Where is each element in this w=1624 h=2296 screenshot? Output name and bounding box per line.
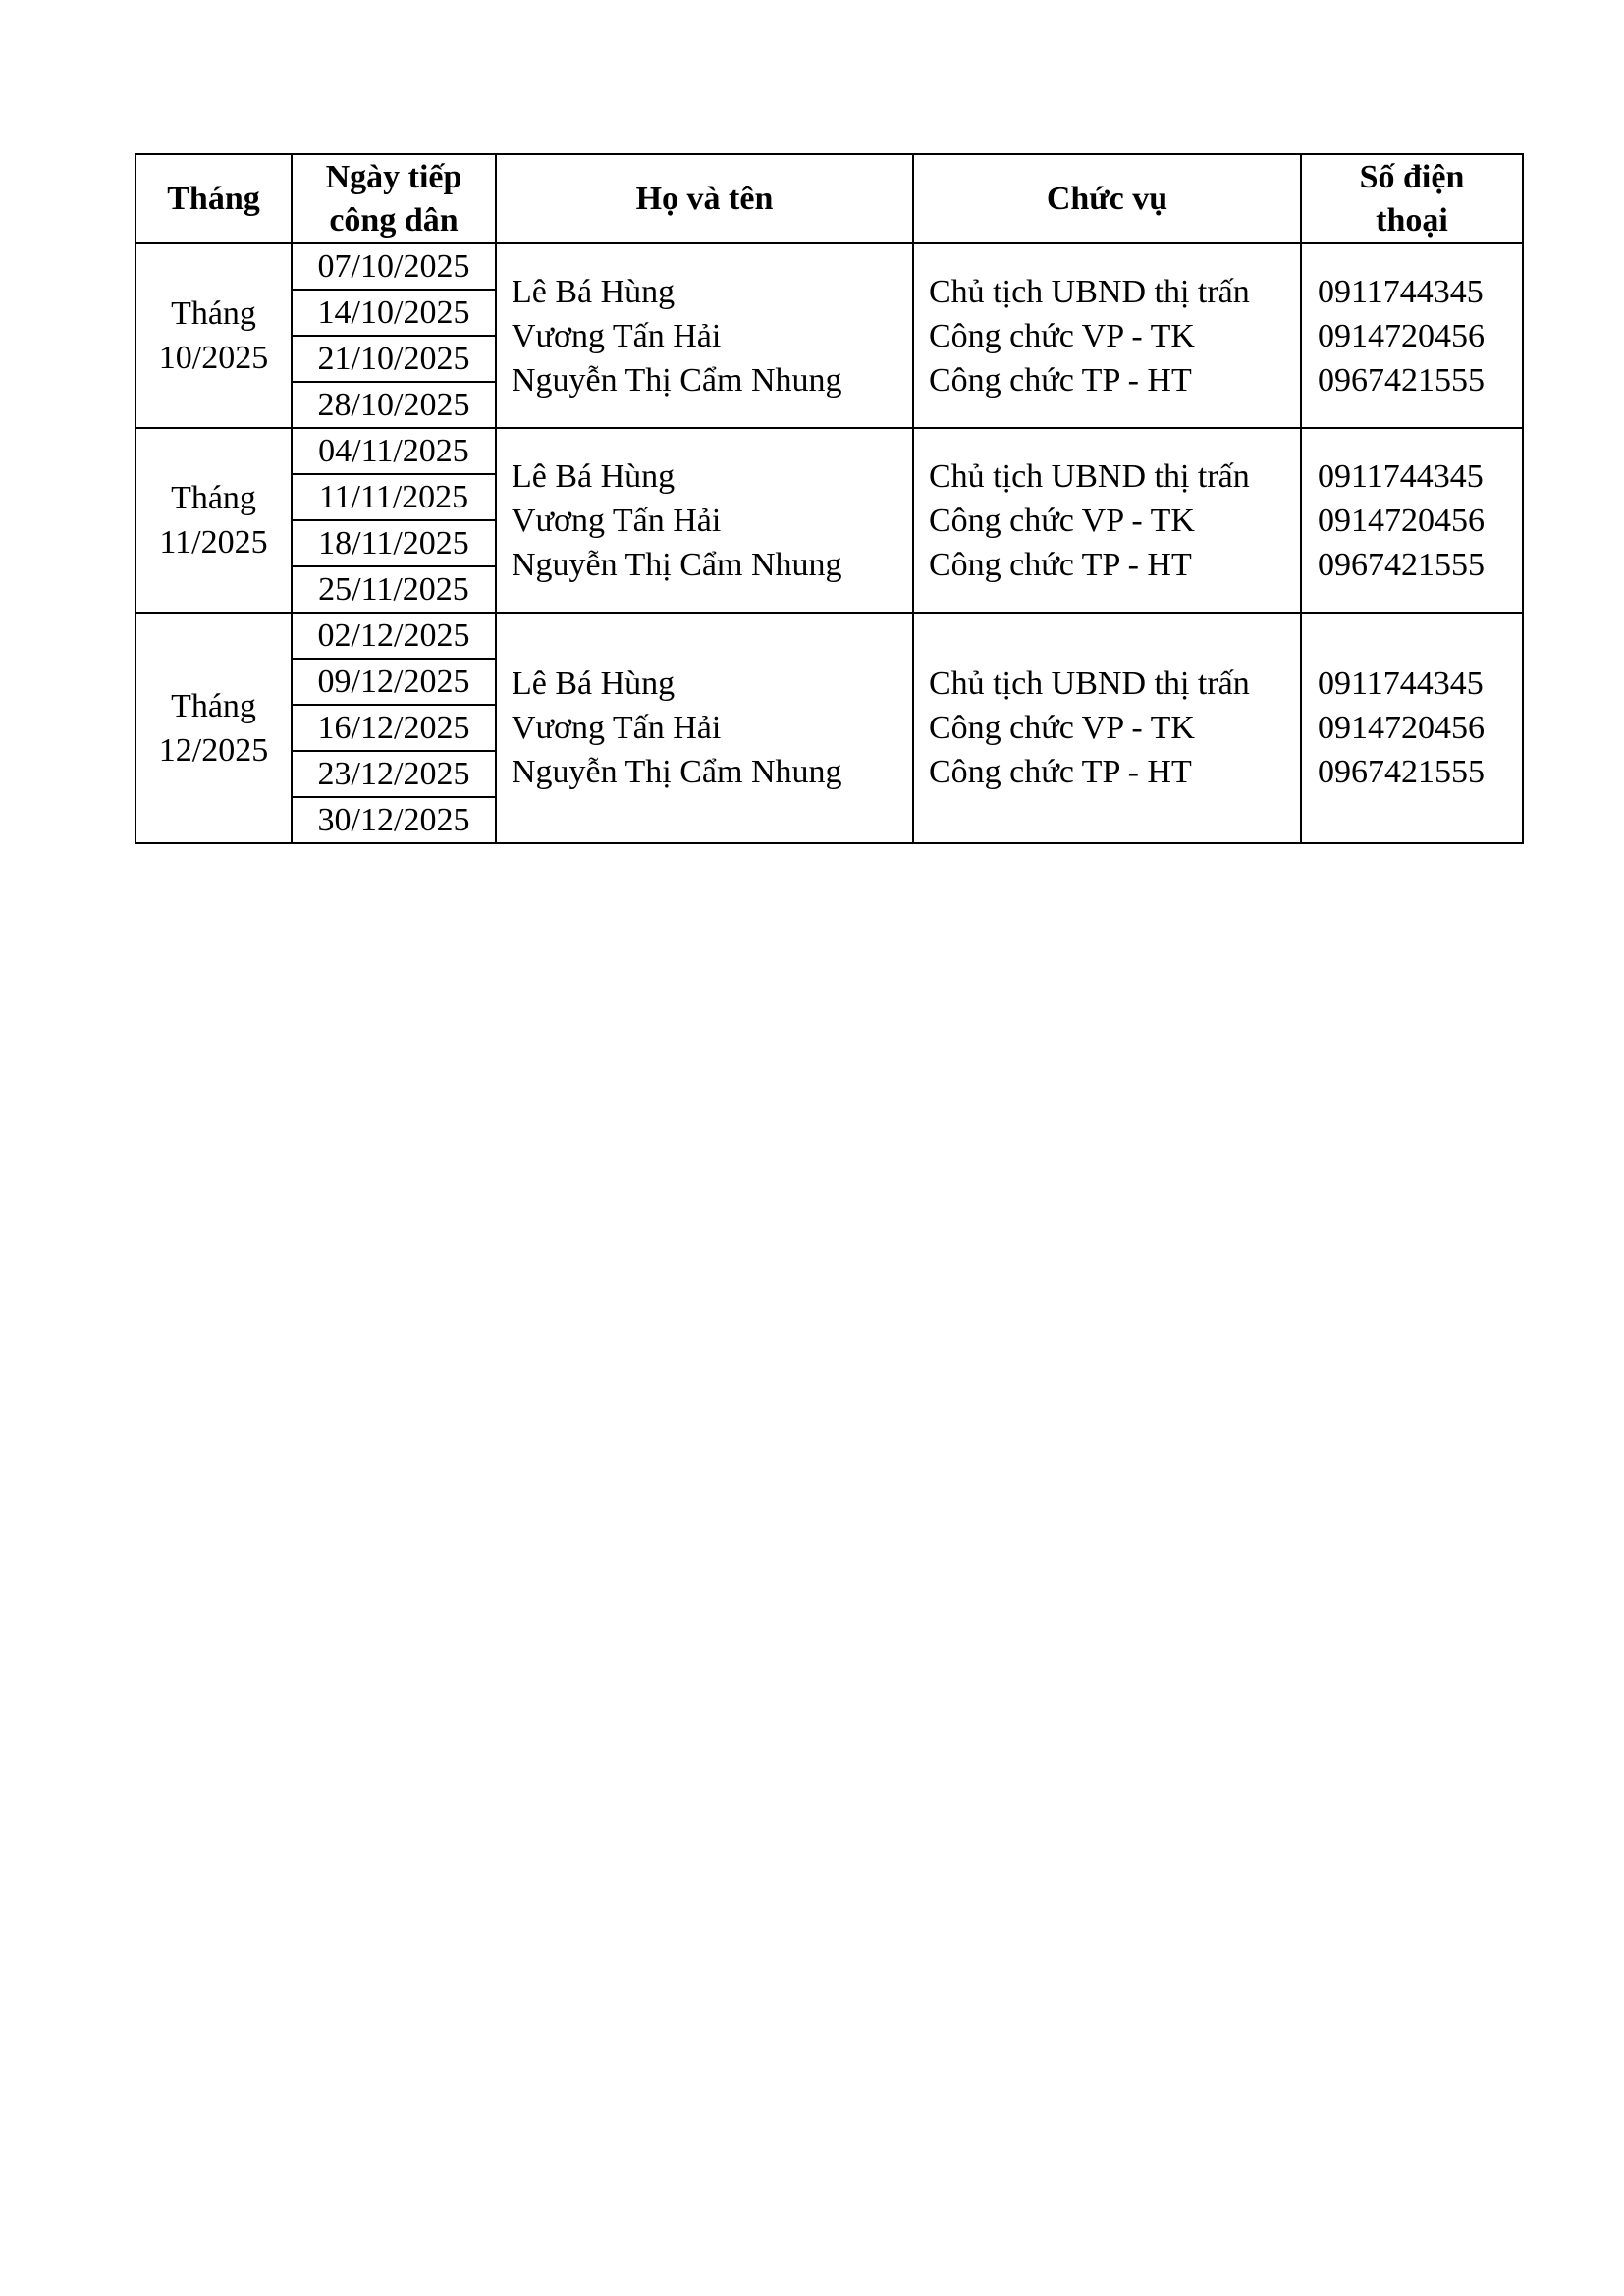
month-cell (135, 613, 292, 843)
officer-name: Vương Tấn Hải (512, 502, 722, 539)
header-row (135, 154, 1523, 243)
officer-name: Vương Tấn Hải (512, 317, 722, 354)
reception-date-cell: 16/12/2025 (292, 705, 496, 751)
officer-position: Chủ tịch UBND thị trấn (929, 666, 1250, 702)
reception-date-cell: 30/12/2025 (292, 797, 496, 843)
officer-name: Vương Tấn Hải (512, 710, 722, 746)
citizen-reception-schedule-table (135, 153, 1524, 844)
officer-positions-cell (913, 243, 1301, 428)
officer-positions-cell (913, 613, 1301, 843)
officer-phone: 0911744345 (1318, 666, 1484, 702)
reception-date-cell: 09/12/2025 (292, 659, 496, 705)
header-date-line-1: Ngày tiếp (325, 158, 462, 195)
officer-phone: 0914720456 (1318, 502, 1485, 539)
reception-date-cell: 11/11/2025 (292, 474, 496, 520)
table-row (135, 613, 1523, 659)
officer-phone: 0911744345 (1318, 457, 1484, 495)
officer-position: Công chức TP - HT (929, 546, 1192, 583)
table-body (135, 243, 1523, 843)
officer-phones-cell (1301, 428, 1523, 613)
officer-position: Công chức TP - HT (929, 754, 1192, 790)
table-row (135, 428, 1523, 474)
officer-position: Chủ tịch UBND thị trấn (929, 273, 1250, 310)
reception-date-cell: 21/10/2025 (292, 336, 496, 382)
officer-phone: 0914720456 (1318, 710, 1485, 746)
officer-phones-cell (1301, 243, 1523, 428)
reception-date-cell: 14/10/2025 (292, 290, 496, 336)
officer-names-cell (496, 243, 913, 428)
officer-phones-cell (1301, 613, 1523, 843)
header-full-name: Họ và tên (496, 154, 913, 243)
officer-name: Nguyễn Thị Cẩm Nhung (512, 361, 842, 399)
month-label: 11/2025 (159, 524, 268, 561)
table-header (135, 154, 1523, 243)
header-phone-line-1: Số điện (1359, 158, 1465, 195)
officer-position: Công chức VP - TK (929, 502, 1195, 539)
officer-name: Nguyễn Thị Cẩm Nhung (512, 754, 842, 790)
reception-date-cell: 23/12/2025 (292, 751, 496, 797)
month-label: 12/2025 (158, 731, 269, 769)
officer-names-cell (496, 613, 913, 843)
reception-date-cell: 25/11/2025 (292, 566, 496, 613)
month-label: Tháng (171, 295, 256, 332)
header-month: Tháng (135, 154, 292, 243)
officer-positions-cell (913, 428, 1301, 613)
officer-name: Lê Bá Hùng (512, 273, 676, 310)
reception-date-cell: 07/10/2025 (292, 243, 496, 290)
month-label: Tháng (171, 687, 256, 724)
officer-phone: 0967421555 (1318, 361, 1485, 399)
officer-phone: 0967421555 (1318, 754, 1485, 790)
reception-date-cell: 02/12/2025 (292, 613, 496, 659)
officer-name: Lê Bá Hùng (512, 666, 676, 702)
month-label: 10/2025 (158, 340, 269, 376)
header-date-line-2: công dân (329, 201, 459, 239)
officer-name: Nguyễn Thị Cẩm Nhung (512, 546, 842, 583)
header-position: Chức vụ (913, 154, 1301, 243)
officer-phone: 0967421555 (1318, 546, 1485, 583)
officer-position: Chủ tịch UBND thị trấn (929, 457, 1250, 495)
month-cell (135, 428, 292, 613)
reception-date-cell: 28/10/2025 (292, 382, 496, 428)
header-phone-line-2: thoại (1376, 201, 1448, 239)
officer-phone: 0914720456 (1318, 317, 1485, 354)
officer-position: Công chức VP - TK (929, 710, 1195, 746)
officer-names-cell (496, 428, 913, 613)
header-phone (1301, 154, 1523, 243)
officer-position: Công chức VP - TK (929, 317, 1195, 354)
reception-date-cell: 18/11/2025 (292, 520, 496, 566)
officer-phone: 0911744345 (1318, 273, 1484, 310)
table-row (135, 243, 1523, 290)
header-reception-date (292, 154, 496, 243)
month-cell (135, 243, 292, 428)
officer-name: Lê Bá Hùng (512, 457, 676, 495)
month-label: Tháng (171, 480, 256, 516)
officer-position: Công chức TP - HT (929, 361, 1192, 399)
reception-date-cell: 04/11/2025 (292, 428, 496, 474)
